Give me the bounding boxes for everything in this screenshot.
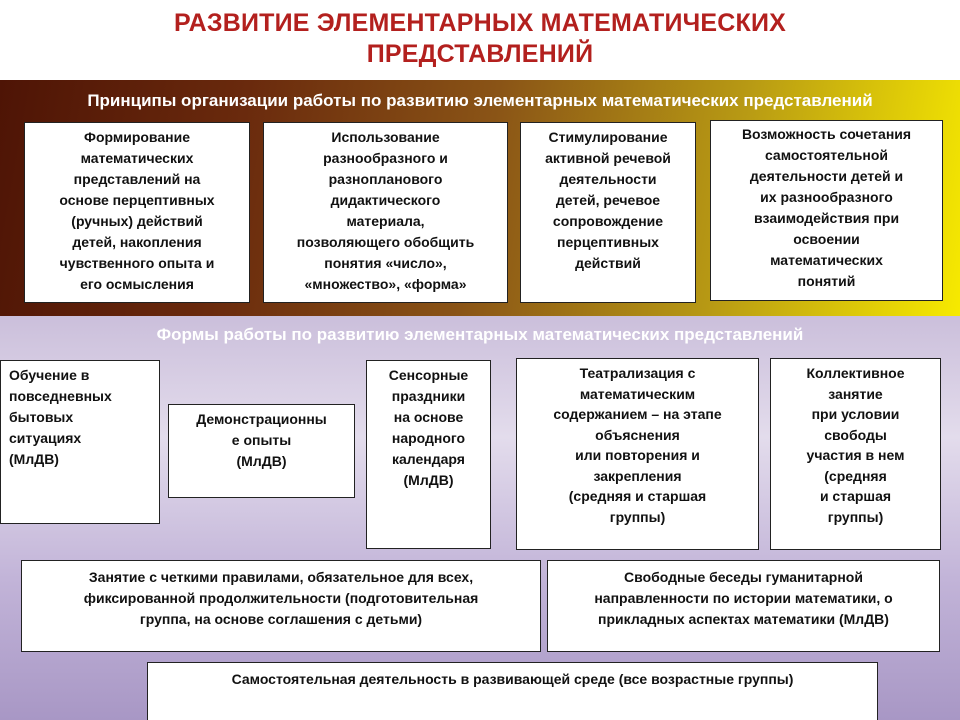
principles-heading: Принципы организации работы по развитию элементарных математических представлений	[87, 91, 873, 110]
forms-heading: Формы работы по развитию элементарных математических представлений	[156, 325, 804, 344]
principle-box-4: Возможность сочетания самостоятельной деятельности детей и их разнообразного взаимодействия при освоении математических понятий	[710, 120, 943, 301]
principle-box-1: Формирование математических представлений на основе перцептивных (ручных) действий детей, накопления чувственного опыта и его осмысления	[24, 122, 250, 303]
form-box-collective: Коллективное занятие при условии свободы участия в нем (средняя и старшая группы)	[770, 358, 941, 550]
form-box-strict-lesson: Занятие с четкими правилами, обязательное для всех, фиксированной продолжительности (подготовительная группа, на основе соглашения с детьми)	[21, 560, 541, 652]
principle-box-2: Использование разнообразного и разнопланового дидактического материала, позволяющего обобщить понятия «число», «множество», «форма»	[263, 122, 508, 303]
form-box-free-talks: Свободные беседы гуманитарной направленности по истории математики, о прикладных аспектах математики (МлДВ)	[547, 560, 940, 652]
form-box-theatre: Театрализация с математическим содержанием – на этапе объяснения или повторения и закрепления (средняя и старшая группы)	[516, 358, 759, 550]
form-box-sensory-holidays: Сенсорные праздники на основе народного календаря (МлДВ)	[366, 360, 491, 549]
page-title: РАЗВИТИЕ ЭЛЕМЕНТАРНЫХ МАТЕМАТИЧЕСКИХ ПРЕДСТАВЛЕНИЙ	[173, 9, 787, 68]
form-box-demonstrations: Демонстрационны е опыты (МлДВ)	[168, 404, 355, 498]
form-box-independent: Самостоятельная деятельность в развивающей среде (все возрастные группы)	[147, 662, 878, 720]
form-box-everyday: Обучение в повседневных бытовых ситуациях (МлДВ)	[0, 360, 160, 524]
principle-box-3: Стимулирование активной речевой деятельности детей, речевое сопровождение перцептивных действий	[520, 122, 696, 303]
